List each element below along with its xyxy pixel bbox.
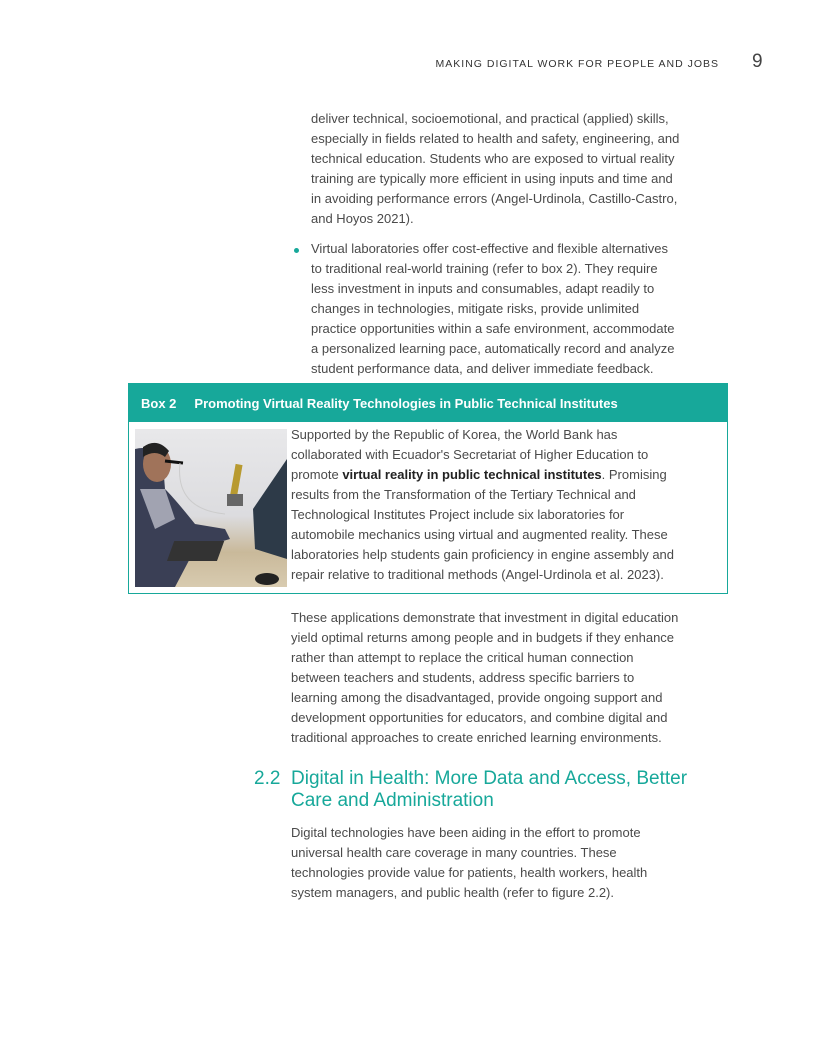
text-line: especially in fields related to health and safety, engineering, and [311, 131, 680, 146]
text-line: less investment in inputs and consumables, adapt readily to [311, 281, 655, 296]
paragraph-continued [311, 109, 679, 229]
text-line: practice opportunities within a safe environment, accommodate [311, 321, 675, 336]
text-run: . Promising [601, 467, 667, 482]
text-line: Digital technologies have been aiding in the effort to promote [291, 825, 641, 840]
text-line: traditional approaches to create enriched learning environments. [291, 730, 662, 745]
paragraph [291, 608, 678, 748]
text-line: changes in technologies, mitigate risks, provide unlimited [311, 301, 640, 316]
vr-lab-photo [135, 429, 287, 587]
text-line: automobile mechanics using virtual and augmented reality. These [291, 527, 668, 542]
text-line: universal health care coverage in many countries. These [291, 845, 617, 860]
text-line: Virtual laboratories offer cost-effective and flexible alternatives [311, 241, 668, 256]
box-header [129, 384, 727, 422]
bold-text: virtual reality in public technical institutes [342, 467, 602, 482]
section-number: 2.2 [254, 768, 281, 789]
section-heading [291, 768, 687, 812]
text-run: promote [291, 467, 343, 482]
text-line: technologies provide value for patients, health workers, health [291, 865, 648, 880]
bullet-icon [294, 248, 299, 253]
text-line: learning among the disadvantaged, provide ongoing support and [291, 690, 663, 705]
text-line: a personalized learning pace, automatically record and analyze [311, 341, 675, 356]
running-header: MAKING DIGITAL WORK FOR PEOPLE AND JOBS [435, 58, 719, 70]
text-line: yield optimal returns among people and in budgets if they enhance [291, 630, 675, 645]
page-number: 9 [752, 51, 763, 72]
text-line: collaborated with Ecuador's Secretariat of Higher Education to [291, 447, 649, 462]
text-line: repair relative to traditional methods (Angel-Urdinola et al. 2023). [291, 567, 664, 582]
text-line: rather than attempt to replace the critical human connection [291, 650, 634, 665]
text-line: to traditional real-world training (refer to box 2). They require [311, 261, 658, 276]
text-line: in avoiding performance errors (Angel-Urdinola, Castillo-Castro, [311, 191, 678, 206]
text-line: Technological Institutes Project include six laboratories for [291, 507, 625, 522]
heading-line: Digital in Health: More Data and Access, Better [291, 768, 688, 789]
text-line: student performance data, and deliver immediate feedback. [311, 361, 654, 376]
text-line: results from the Transformation of the Tertiary Technical and [291, 487, 636, 502]
text-line: deliver technical, socioemotional, and practical (applied) skills, [311, 111, 669, 126]
box-2 [128, 383, 728, 594]
text-line: and Hoyos 2021). [311, 211, 414, 226]
text-line: These applications demonstrate that investment in digital education [291, 610, 679, 625]
text-line [291, 465, 674, 485]
bullet-item [311, 239, 675, 379]
text-line: Supported by the Republic of Korea, the World Bank has [291, 427, 618, 442]
box-text [291, 425, 674, 585]
text-line: system managers, and public health (refer to figure 2.2). [291, 885, 614, 900]
text-line: between teachers and students, address specific barriers to [291, 670, 635, 685]
text-line: development opportunities for educators, and combine digital and [291, 710, 668, 725]
text-line: technical education. Students who are exposed to virtual reality [311, 151, 675, 166]
text-line: training are typically more efficient in using inputs and time and [311, 171, 673, 186]
heading-line: Care and Administration [291, 790, 494, 811]
paragraph [291, 823, 647, 903]
box-label: Box 2 [141, 396, 177, 411]
box-title: Promoting Virtual Reality Technologies in Public Technical Institutes [194, 396, 618, 411]
text-line: laboratories help students gain proficiency in engine assembly and [291, 547, 675, 562]
